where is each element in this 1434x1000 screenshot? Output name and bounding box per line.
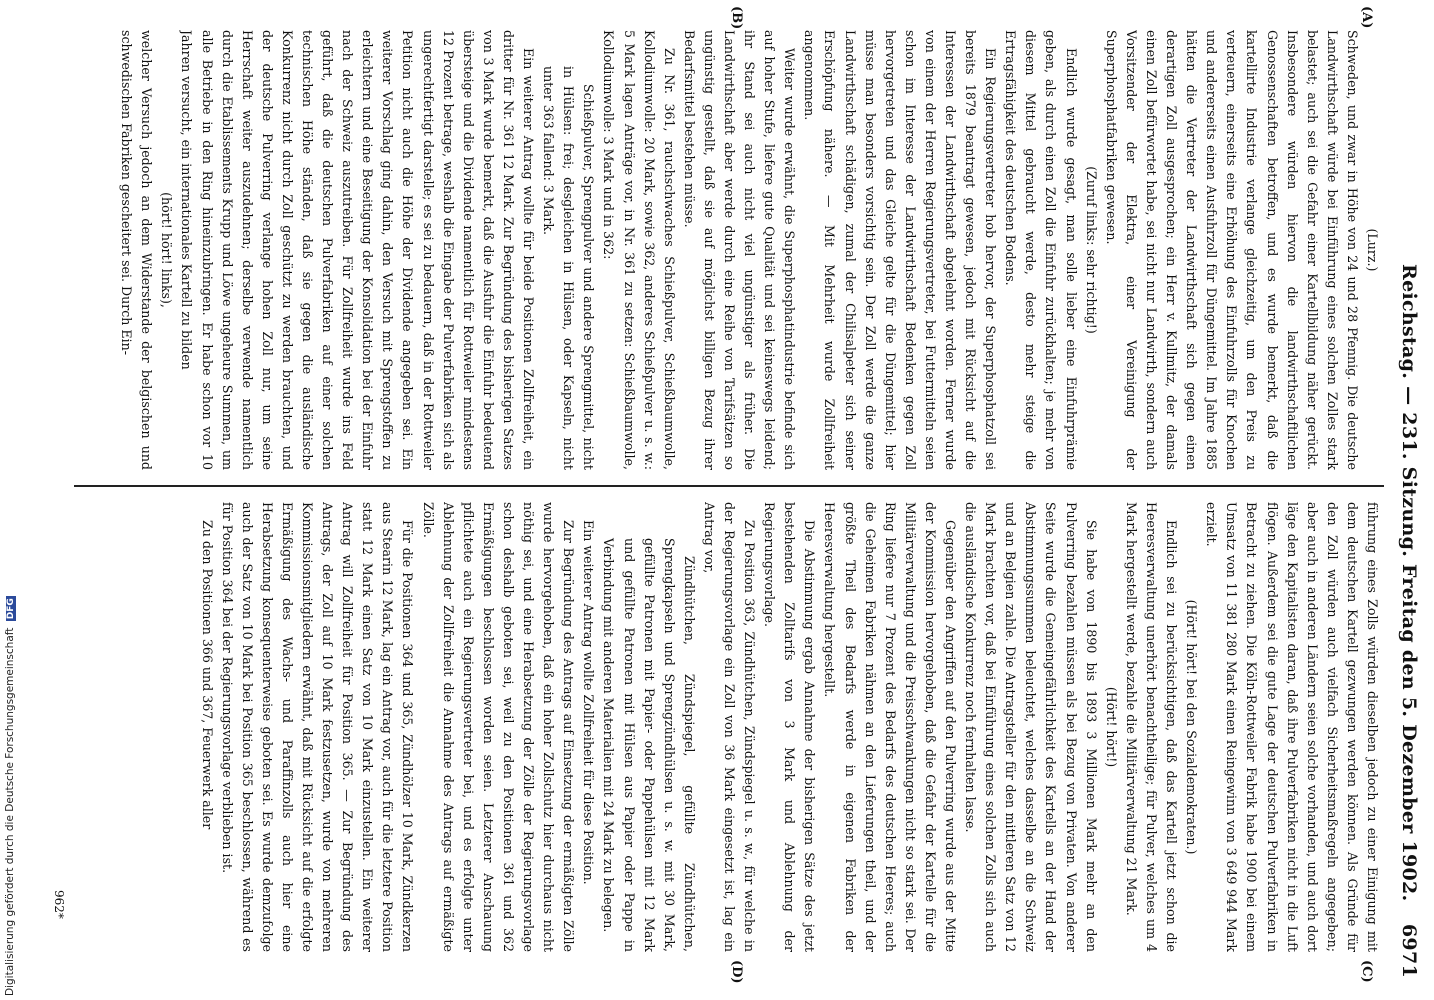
paragraph: Zur Begründung des Antrags auf Einsetzung der ermäßigten Zölle wurde hervorgehoben, daß ein hoher Zollschutz hier durchaus nicht nöthig sei, und eine Herabsetzung der Zölle der Regierungsvorlage schon deshalb geboten sei, weil zu den Positionen 361 und 362 Ermäßigungen beschlossen worden seien. Letzterer Anschauung pflichtete auch ein Regierungsvertreter bei, und es erfolgte unter Ablehnung der Zollfreiheit die Annahme des Antrags auf ermäßigte Zölle. (420, 502, 577, 952)
signature-mark: 962* (52, 890, 66, 919)
paragraph: Für die Positionen 364 und 365, Zündhölzer 10 Mark, Zündkerzen aus Stearin 12 Mark, lag ein Antrag vor, auch für die letztere Position statt 12 Mark einen Satz von 10 Mark einzustellen. Ein weiterer Antrag will Zollfreiheit für Position 365. — Zur Begründung des Antrags, der Zoll auf 10 Mark festzusetzen, wurde von mehreren Kommissionsmitgliedern erwähnt, daß mit Rücksicht auf die erfolgte Ermäßigung des Wachs- und Paraffinzolls auch hier eine Herabsetzung konsequenterweise geboten sei. Es wurde demzufolge auch der Satz von 10 Mark bei Position 365 beschlossen, während es für Position 364 bei der Regierungsvorlage verblieben ist. (219, 502, 416, 952)
paragraph: Sie habe von 1890 bis 1893 3 Millionen Mark mehr an den Pulverring bezahlen müssen als bei Bezug von Privaten. Von anderer Seite wurde die Gemeingefährlichkeit des Kartells an der Hand der Abstimmungssummen beleuchtet, welches dasselbe an die Schweiz und an Belgien zahle. Die Antragsteller für den mittleren Satz von 12 Mark brachten vor, daß bei Einführung eines solchen Zolls sich auch die ausländische Konkurrenz noch fernhalten lasse. (963, 502, 1099, 952)
paragraph: Ein Regierungsvertreter hob hervor, der Superphosphatzoll sei bereits 1879 beantragt gewesen, jedoch mit Rücksicht auf die Interessen der Landwirthschaft abgelehnt worden. Ferner wurde von einem der Herren Regierungsvertreter, bei Futtermitteln seien schon im Interesse der Landwirthschaft Bedenken gegen Zoll hervorgetreten und das Gleiche gelte für die Düngemittel; hier müsse man besonders vorsichtig sein. Der Zoll werde die ganze Landwirthschaft schädigen, zumal der Chilisalpeter sich seiner Erschöpfung nähere. — Mit Mehrheit wurde Zollfreiheit angenommen. (802, 30, 999, 470)
column-divider (74, 485, 1384, 487)
margin-letter-d: (D) (729, 960, 744, 984)
paragraph: Schweden, und zwar in Höhe von 24 und 28 Pfennig. Die deutsche Landwirthschaft würde bei Einführung eines solchen Zolles stark belastet; auch sei die Gefahr einer Kartellbildung näher gerückt. Insbesondere würden hiervon die landwirthschaftlichen Genossenschaften betroffen, und es wurde bemerkt, daß die kartellirte Industrie verlange gleichzeitig, um den Preis zu verteuern, einerseits eine Erhöhung des Einfuhrzolls für Knochen und andererseits einen Ausfuhrzoll für Düngemittel. Im Jahre 1885 hätten die Vertreter der Landwirthschaft sich gegen einen derartigen Zoll ausgesprochen; ein Herr v. Kullmitz, der damals einen Zoll befürwortet habe, sei nicht nur Landwirth, sondern auch Vorsitzender der Elektra, einer Vereinigung der Superphosphatfabriken gewesen. (1103, 30, 1360, 470)
digitization-credit (4, 0, 16, 996)
paragraph: Ein weiterer Antrag wollte Zollfreiheit für diese Position. (581, 520, 597, 885)
paragraph: Ein weiterer Antrag wollte für beide Positionen Zollfreiheit, ein dritter für Nr. 361 12 Mark. Zur Begründung des bisherigen Satzes von 3 Mark wurde bemerkt, daß die Ausfuhr die Einfuhr bedeutend übersteige und die Dividende namentlich für Rottweiler mindestens 12 Prozent betrage, weshalb die Eingabe der Pulverfabriken sich als ungerechtfertigt darstelle; es sei zu bedauern, daß in der Rottweiler Petition nicht auch die Höhe der Dividende angegeben sei. Ein weiterer Vorschlag ging dahin, den Versuch mit Sprengstoffen zu erleichtern und eine Beseitigung der Konsolidation bei der Einfuhr nach der Schweiz auszutreiben. Für Zollfreiheit wurde ins Feld geführt, daß die deutschen Pulverfabriken auf einer solchen technischen Höhe ständen, daß sie gegen die ausländische Konkurrenz nicht durch Zoll geschützt zu werden brauchten, und der deutsche Pulverring verlange hohen Zoll nur, um seine Herrschaft weiter auszudehnen; derselbe verwende namentlich durch die Etablissements Krupp und Löwe ungeheure Summen, um alle Betriebe in den Ring hineinzubringen. Er habe schon vor 10 Jahren versucht, ein internationales Kartell zu bilden (179, 30, 537, 470)
interjection: (Hört! hört! bei den Sozialdemokraten.) (1184, 599, 1200, 855)
page-number: 6971 (1398, 923, 1420, 978)
paragraph: Endlich sei zu berücksichtigen, daß das Kartell jetzt schon die Heeresverwaltung unerhört benachtheilige; für Pulver, welches um 4 Mark hergestellt werde, bezahle die Militärverwaltung 21 Mark. (1123, 502, 1180, 952)
dfg-logo: DFG (6, 598, 16, 620)
interjection: (Zuruf links: sehr richtig!) (1083, 166, 1099, 334)
paragraph: führung eines Zolls würden dieselben jedoch zu einer Einigung mit dem deutschen Kartell gezwungen werden können. Als Gründe für den Zoll würden auch vielfach Sicherheitsmaßregeln angegeben; aber auch in anderen Ländern seien solche vorhanden, und auch dort läge den Kapitalisten daran, daß ihre Pulverfabriken nicht in die Luft flögen. Außerdem sei die gute Lage der deutschen Pulverfabriken in Betracht zu ziehen. Die Köln-Rottweiler Fabrik habe 1900 bei einem Umsatz von 11 381 280 Mark einen Reingewinn von 3 649 944 Mark erzielt. (1204, 502, 1380, 952)
paragraph: Zu Position 363, Zündhütchen, Zündspiegel u. s. w., für welche in der Regierungsvorlage ein Zoll von 36 Mark eingesetzt ist, lag ein Antrag vor, (701, 502, 758, 952)
page-header (1386, 34, 1426, 978)
interjection: (Hört! hört!) (1103, 686, 1119, 768)
credit-text: Digitalisierung gefördert durch die Deutsche Forschungsgemeinschaft (4, 627, 16, 996)
margin-letter-c: (C) (1359, 960, 1374, 983)
quoted-motion: Zündhütchen, Zündspiegel, gefüllte Zündhütchen, Sprengkapseln und Sprengzündhülsen u. s. w. mit 30 Mark, gefüllte Patronen mit Papier- oder Pappehülsen mit 12 Mark und gefüllte Patronen mit Hülsen aus Papier oder Pappe in Verbindung mit anderen Materialien mit 24 Mark zu belegen. (601, 538, 697, 952)
quoted-motion: Schießpulver, Sprengpulver und andere Sprengmittel, nicht in Hülsen: frei; desgleichen in Hülsen, oder Kapseln, nicht unter 363 fallend: 3 Mark. (541, 66, 597, 470)
margin-letter-b: (B) (729, 6, 744, 30)
paragraph: (Lurz.) (1365, 228, 1380, 272)
paragraph: Zu Nr. 361, rauchschwaches Schießpulver, Schießbaumwolle, Kollodiumwolle: 20 Mark, sowie 362, anderes Schießpulver u. s. w.: 5 Mark lagen Anträge vor, in Nr. 361 zu setzen: Schießbaumwolle, Kollodiumwolle: 3 Mark und in 362: (601, 30, 677, 470)
paragraph: Zu den Positionen 366 und 367, Feuerwerk aller (199, 520, 215, 830)
paragraph: Weiter wurde erwähnt, die Superphosphatindustrie befinde sich auf hoher Stufe, liefere gute Qualität und sei keineswegs leidend; ihr Stand sei auch nicht viel ungünstiger als früher. Die Landwirthschaft aber werde durch eine Reihe von Tarifsätzen so ungünstig gestellt, daß sie auf möglichst billigen Bezug ihrer Bedarfsmittel bestehen müsse. (681, 30, 798, 470)
paragraph: Gegenüber den Angriffen auf den Pulverring wurde aus der Mitte der Kommission hervorgehoben, daß die Gefahr der Kartelle für die Militärverwaltung und die Preisschwankungen nicht so stark sei. Der Ring liefere nur 7 Prozent des Bedarfs des deutschen Heeres; auch die Geheimen Fabriken nähmen an den Lieferungen theil, und der größte Theil des Bedarfs werde in eigenen Fabriken der Heeresverwaltung hergestellt. (822, 502, 959, 952)
interjection: (hört! hört! links), (159, 192, 175, 308)
paragraph: welcher Versuch jedoch an dem Widerstande der belgischen und schwedischen Fabriken gescheitert sei. Durch Ein- (119, 30, 155, 470)
page-title: Reichstag. — 231. Sitzung. Freitag den 5. Dezember 1902. (1398, 264, 1420, 902)
right-column (82, 502, 1382, 952)
margin-letter-a: (A) (1359, 6, 1374, 29)
left-column (82, 30, 1382, 470)
paragraph: Endlich wurde gesagt, man solle lieber eine Einfuhrprämie geben, als durch einen Zoll die Einfuhr zurückhalten; je mehr von diesem Mittel gebraucht werde, desto mehr steige die Ertragsfähigkeit des deutschen Bodens. (1003, 30, 1079, 470)
paragraph: Die Abstimmung ergab Annahme der bisherigen Sätze des jetzt bestehenden Zolltarifs von 3 Mark und Ablehnung der Regierungsvorlage. (762, 502, 818, 952)
